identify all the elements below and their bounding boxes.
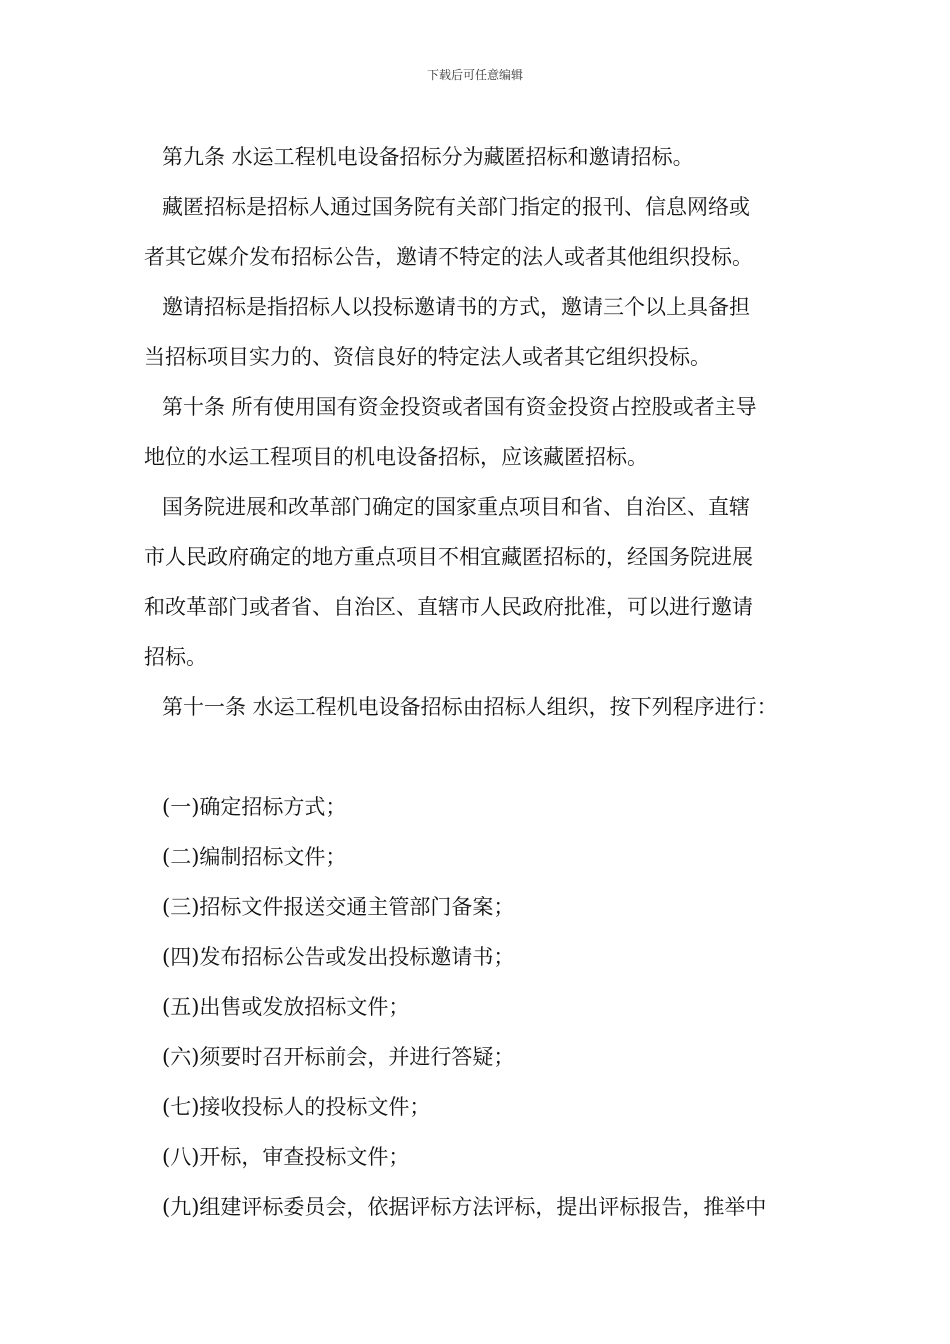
procedure-step: (六)须要时召开标前会，并进行答疑； — [162, 1045, 515, 1069]
procedure-step: (三)招标文件报送交通主管部门备案； — [162, 895, 515, 919]
procedure-step: (五)出售或发放招标文件； — [162, 995, 410, 1019]
article-10-line: 第十条 所有使用国有资金投资或者国有资金投资占控股或者主导 — [162, 395, 757, 419]
article-9-line: 第九条 水运工程机电设备招标分为藏匿招标和邀请招标。 — [162, 145, 694, 169]
paragraph-line: 招标。 — [144, 645, 207, 669]
paragraph-line: 藏匿招标是招标人通过国务院有关部门指定的报刊、信息网络或 — [162, 195, 750, 219]
procedure-step: (七)接收投标人的投标文件； — [162, 1095, 431, 1119]
procedure-step: (八)开标，审查投标文件； — [162, 1145, 410, 1169]
paragraph-line: 国务院进展和改革部门确定的国家重点项目和省、自治区、直辖 — [162, 495, 750, 519]
paragraph-line: 邀请招标是指招标人以投标邀请书的方式，邀请三个以上具备担 — [162, 295, 750, 319]
procedure-step: (一)确定招标方式； — [162, 795, 347, 819]
paragraph-line: 地位的水运工程项目的机电设备招标，应该藏匿招标。 — [144, 445, 648, 469]
page-header: 下载后可任意编辑 — [426, 68, 523, 82]
blank-line — [144, 732, 816, 782]
procedure-step: (二)编制招标文件； — [162, 845, 347, 869]
paragraph-line: 和改革部门或者省、自治区、直辖市人民政府批准，可以进行邀请 — [144, 595, 753, 619]
procedure-step: (九)组建评标委员会，依据评标方法评标，提出评标报告，推举中 — [162, 1195, 767, 1219]
paragraph-line: 者其它媒介发布招标公告，邀请不特定的法人或者其他组织投标。 — [144, 245, 753, 269]
paragraph-line: 市人民政府确定的地方重点项目不相宜藏匿招标的，经国务院进展 — [144, 545, 753, 569]
article-11-line: 第十一条 水运工程机电设备招标由招标人组织，按下列程序进行： — [162, 695, 778, 719]
paragraph-line: 当招标项目实力的、资信良好的特定法人或者其它组织投标。 — [144, 345, 711, 369]
procedure-step: (四)发布招标公告或发出投标邀请书； — [162, 945, 515, 969]
document-body — [144, 132, 816, 1232]
